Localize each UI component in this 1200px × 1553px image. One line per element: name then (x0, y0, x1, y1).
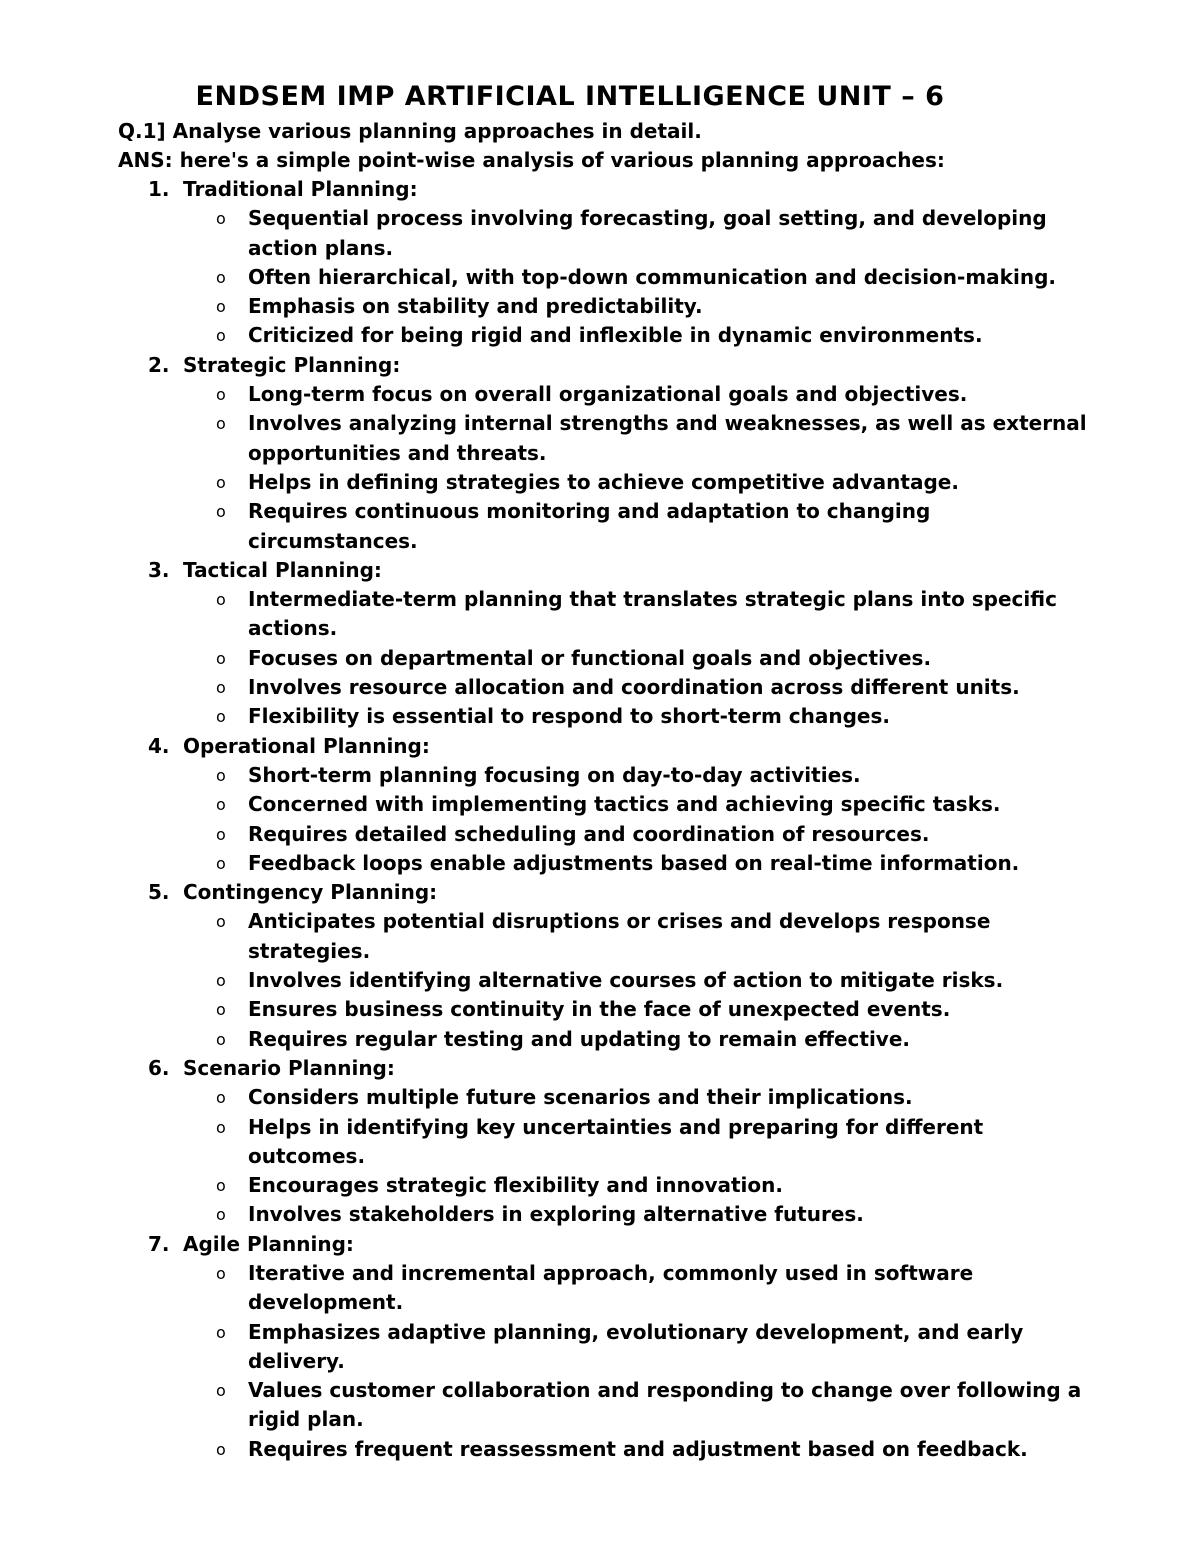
section-number: 3. (148, 557, 170, 582)
page-title: ENDSEM IMP ARTIFICIAL INTELLIGENCE UNIT – 6 (195, 81, 945, 112)
list-item (148, 321, 1108, 350)
question-text: Q.1] Analyse various planning approaches in detail. (118, 119, 702, 143)
bullet-icon: o (216, 502, 226, 522)
bullet-text: Requires detailed scheduling and coordination of resources. (248, 821, 930, 846)
section-title: Strategic Planning: (183, 352, 401, 377)
section-heading (148, 1054, 1108, 1083)
section-number: 7. (148, 1231, 170, 1256)
section-heading (148, 878, 1108, 907)
bullet-list (148, 585, 1108, 731)
section-heading (148, 556, 1108, 585)
bullet-icon: o (216, 414, 226, 434)
section-strategic-planning (148, 351, 1108, 556)
answer-intro: ANS: here's a simple point-wise analysis of various planning approaches: (118, 148, 945, 172)
list-item (148, 1435, 1108, 1464)
list-item (148, 702, 1108, 731)
section-heading (148, 175, 1108, 204)
list-item (148, 790, 1108, 819)
bullet-text: Helps in defining strategies to achieve competitive advantage. (248, 469, 959, 494)
section-title: Traditional Planning: (183, 177, 418, 201)
bullet-text: Focuses on departmental or functional goals and objectives. (248, 645, 932, 670)
bullet-text: Often hierarchical, with top-down communication and decision-making. (248, 264, 1056, 289)
list-item (148, 263, 1108, 292)
bullet-icon: o (216, 1117, 226, 1137)
bullet-icon: o (216, 648, 226, 668)
bullet-text: Requires regular testing and updating to remain effective. (248, 1026, 910, 1051)
section-traditional-planning (148, 175, 1108, 351)
bullet-text: Values customer collaboration and responding to change over following a rigid plan. (248, 1378, 1082, 1432)
list-item (148, 966, 1108, 995)
bullet-text: Emphasizes adaptive planning, evolutionary development, and early delivery. (248, 1319, 1024, 1373)
bullet-icon: o (216, 1322, 226, 1342)
bullet-icon: o (216, 590, 226, 610)
bullet-icon: o (216, 824, 226, 844)
bullet-text: Encourages strategic flexibility and innovation. (248, 1173, 783, 1198)
section-agile-planning (148, 1230, 1108, 1464)
bullet-icon: o (216, 912, 226, 932)
list-item (148, 380, 1108, 409)
bullet-text: Helps in identifying key uncertainties and preparing for different outcomes. (248, 1114, 984, 1168)
list-item (148, 1376, 1108, 1435)
bullet-list (148, 1083, 1108, 1229)
bullet-text: Anticipates potential disruptions or crises and develops response strategies. (248, 909, 991, 963)
bullet-icon: o (216, 707, 226, 727)
list-item (148, 644, 1108, 673)
bullet-icon: o (216, 297, 226, 317)
bullet-text: Intermediate-term planning that translates strategic plans into specific actions. (248, 587, 1057, 641)
bullet-list (148, 1259, 1108, 1464)
section-heading (148, 1230, 1108, 1259)
list-item (148, 1025, 1108, 1054)
bullet-text: Feedback loops enable adjustments based on real-time information. (248, 850, 1020, 875)
list-item (148, 292, 1108, 321)
bullet-list (148, 380, 1108, 556)
bullet-icon: o (216, 1176, 226, 1196)
section-title: Tactical Planning: (183, 557, 382, 582)
bullet-text: Considers multiple future scenarios and their implications. (248, 1085, 913, 1110)
bullet-icon: o (216, 1000, 226, 1020)
bullet-text: Long-term focus on overall organizational goals and objectives. (248, 382, 968, 407)
bullet-icon: o (216, 385, 226, 405)
list-item (148, 820, 1108, 849)
section-tactical-planning (148, 556, 1108, 732)
bullet-text: Ensures business continuity in the face of unexpected events. (248, 997, 951, 1022)
section-number: 5. (148, 880, 170, 905)
bullet-icon: o (216, 1029, 226, 1049)
section-title: Agile Planning: (183, 1231, 354, 1256)
bullet-text: Short-term planning focusing on day-to-day activities. (248, 762, 861, 787)
list-item (148, 497, 1108, 556)
section-number: 6. (148, 1055, 170, 1080)
section-contingency-planning (148, 878, 1108, 1054)
list-item (148, 995, 1108, 1024)
bullet-icon: o (216, 1381, 226, 1401)
section-heading (148, 732, 1108, 761)
bullet-icon: o (216, 209, 226, 229)
bullet-icon: o (216, 326, 226, 346)
list-item (148, 468, 1108, 497)
list-item (148, 761, 1108, 790)
bullet-icon: o (216, 971, 226, 991)
list-item (148, 204, 1108, 263)
bullet-text: Iterative and incremental approach, commonly used in software development. (248, 1260, 974, 1315)
bullet-text: Concerned with implementing tactics and achieving specific tasks. (248, 792, 1001, 817)
list-item (148, 1113, 1108, 1172)
list-item (148, 1259, 1108, 1318)
list-item (148, 849, 1108, 878)
bullet-icon: o (216, 678, 226, 698)
list-item (148, 409, 1108, 468)
section-operational-planning (148, 732, 1108, 878)
bullet-icon: o (216, 765, 226, 785)
list-item (148, 1200, 1108, 1229)
bullet-text: Involves resource allocation and coordination across different units. (248, 675, 1020, 700)
list-item (148, 1083, 1108, 1112)
bullet-list (148, 204, 1108, 350)
list-item (148, 907, 1108, 966)
bullet-text: Requires continuous monitoring and adaptation to changing circumstances. (248, 499, 931, 553)
bullet-icon: o (216, 267, 226, 287)
bullet-icon: o (216, 1088, 226, 1108)
bullet-icon: o (216, 1263, 226, 1283)
list-item (148, 1318, 1108, 1377)
section-number: 2. (148, 352, 170, 377)
bullet-icon: o (216, 472, 226, 492)
list-item (148, 673, 1108, 702)
section-title: Scenario Planning: (183, 1055, 395, 1080)
section-number: 4. (148, 733, 170, 758)
section-title: Contingency Planning: (183, 880, 438, 905)
planning-approaches-list (148, 175, 1108, 1464)
bullet-text: Emphasis on stability and predictability. (248, 294, 703, 319)
bullet-text: Involves identifying alternative courses of action to mitigate risks. (248, 968, 1004, 993)
bullet-text: Involves analyzing internal strengths and weaknesses, as well as external opportunities and threats. (248, 411, 1087, 465)
section-number: 1. (148, 177, 170, 201)
bullet-text: Criticized for being rigid and inflexible in dynamic environments. (248, 323, 983, 348)
bullet-text: Flexibility is essential to respond to short-term changes. (248, 704, 890, 729)
section-heading (148, 351, 1108, 380)
bullet-icon: o (216, 853, 226, 873)
bullet-icon: o (216, 1439, 226, 1459)
list-item (148, 585, 1108, 644)
bullet-text: Involves stakeholders in exploring alternative futures. (248, 1202, 864, 1227)
bullet-list (148, 761, 1108, 878)
bullet-icon: o (216, 1205, 226, 1225)
bullet-text: Sequential process involving forecasting, goal setting, and developing action plans. (248, 206, 1047, 260)
bullet-icon: o (216, 795, 226, 815)
bullet-text: Requires frequent reassessment and adjustment based on feedback. (248, 1436, 1028, 1461)
section-scenario-planning (148, 1054, 1108, 1230)
list-item (148, 1171, 1108, 1200)
section-title: Operational Planning: (183, 733, 430, 758)
bullet-list (148, 907, 1108, 1053)
